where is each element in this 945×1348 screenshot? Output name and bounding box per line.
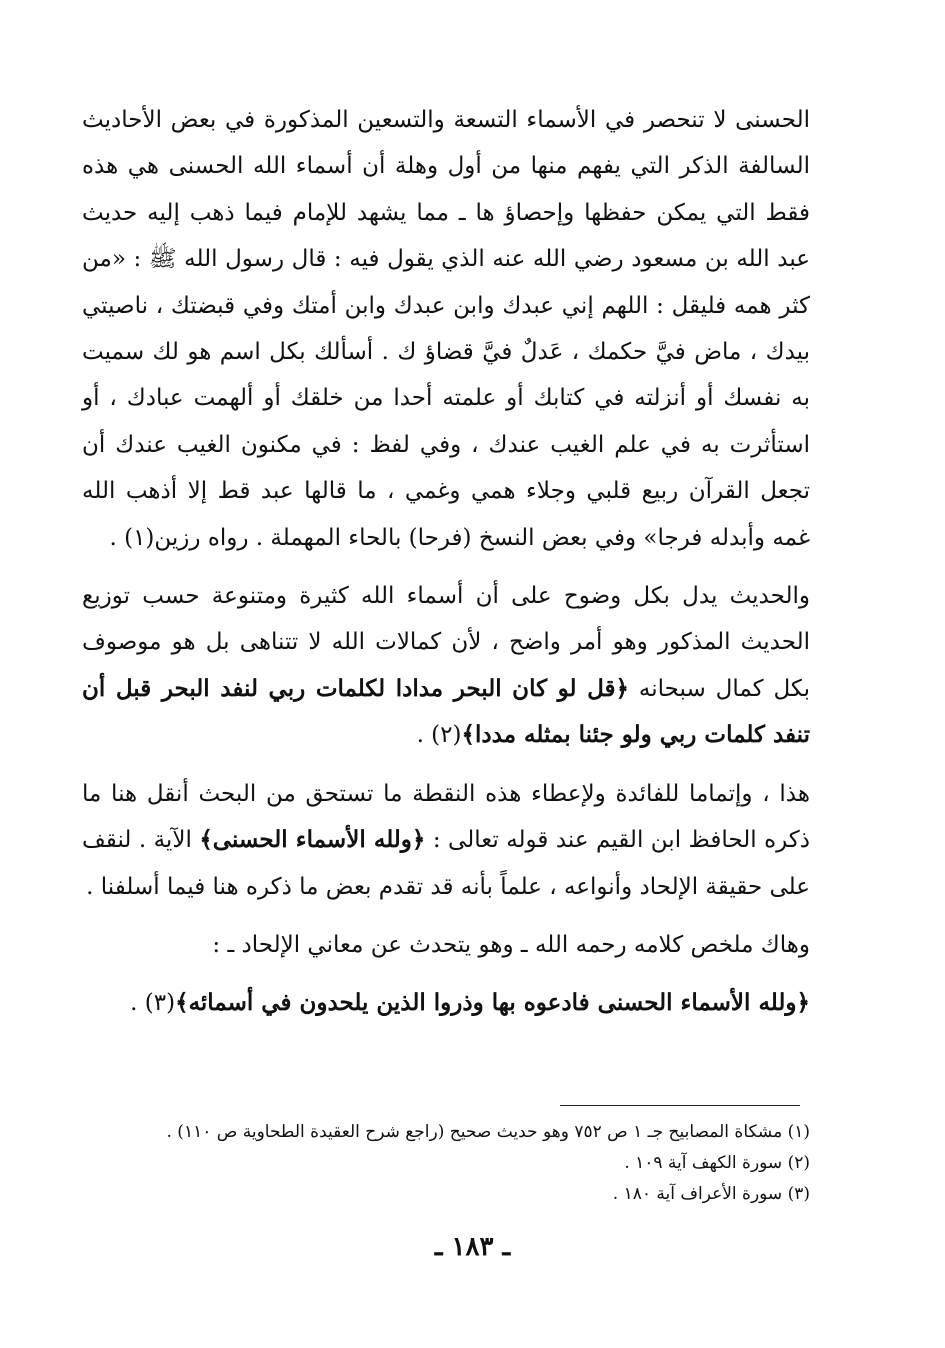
footnote-ref: (٣) . [130,990,176,1017]
quran-verse-block [82,980,810,1026]
paragraph-hadith [82,97,810,561]
main-text [82,97,810,1027]
footnote-3: (٣) سورة الأعراف آية ١٨٠ . [612,1184,810,1204]
paragraph-summary-intro [82,922,810,968]
paragraph-ibn-qayyim [82,771,810,910]
paragraph-text: هذا ، وإتماما للفائدة ولإعطاء هذه النقطة ما تستحق من البحث أنقل هنا ما ذكره الحافظ ابن القيم عند قوله تعالى : [82,780,810,854]
quran-quote: ﴿ولله الأسماء الحسنى﴾ [199,826,426,854]
footnote-1: (١) مشكاة المصابيح جـ ١ ص ٧٥٢ وهو حديث صحيح (راجع شرح العقيدة الطحاوية ص ١١٠) . [166,1122,810,1142]
paragraph-text-after: الآية . لنقف على حقيقة الإلحاد وأنواعه ، علماً بأنه قد تقدم بعض ما ذكره هنا فيما أسلفنا . [82,827,810,900]
page-number: ـ ١٨٣ ـ [434,1232,511,1262]
quran-verse: ﴿ولله الأسماء الحسنى فادعوه بها وذروا الذين يلحدون في أسمائه﴾ [175,989,810,1017]
footnotes [82,1117,810,1210]
paragraph-text: والحديث يدل بكل وضوح على أن أسماء الله كثيرة ومتنوعة حسب توزيع الحديث المذكور وهو أمر واضح ، لأن كمالات الله لا تتناهى بل هو موصوف بكل كمال سبحانه [82,583,811,702]
quran-quote: ﴿قل لو كان البحر مدادا لكلمات ربي لنفد البحر قبل أن تنفد كلمات ربي ولو جئنا بمثله مددا﴾ [82,674,810,749]
footnote-divider [560,1105,800,1106]
paragraph-names-many [82,573,810,759]
footnote-2: (٢) سورة الكهف آية ١٠٩ . [624,1153,810,1173]
paragraph-text-after: (٢) . [416,722,462,749]
paragraph-text: الحسنى لا تنحصر في الأسماء التسعة والتسعين المذكورة في بعض الأحاديث السالفة الذكر التي يفهم منها من أول وهلة أن أسماء الله الحسنى هي هذه فقط التي يمكن حفظها وإحصاؤ ها ـ مما يشهد للإمام فيما ذهب إليه حديث عبد الله بن مسعود رضي الله عنه الذي يقول فيه : قال رسول الله ﷺ : «من كثر همه فليقل : اللهم إني عبدك وابن عبدك وابن أمتك وفي قبضتك ، ناصيتي بيدك ، ماض فيَّ حكمك ، عَدلٌ فيَّ قضاؤ ك . أسألك بكل اسم هو لك سميت به نفسك أو أنزلته في كتابك أو علمته أحدا من خلقك أو ألهمت عبادك ، أو استأثرت به في علم الغيب عندك ، وفي لفظ : في مكنون الغيب عندك أن تجعل القرآن ربيع قلبي وجلاء همي وغمي ، ما قالها عبد قط إلا أذهب الله غمه وأبدله فرجا» وفي بعض النسخ (فرحا) بالحاء المهملة . رواه رزين(١) . [82,107,810,551]
paragraph-text: وهاك ملخص كلامه رحمه الله ـ وهو يتحدث عن معاني الإلحاد ـ : [212,931,810,958]
